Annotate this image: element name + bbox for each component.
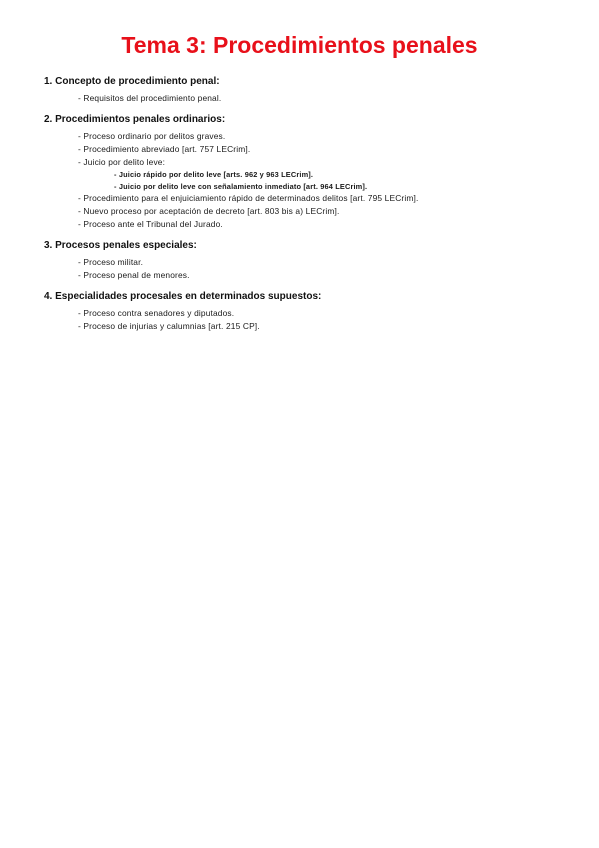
list-item: - Requisitos del procedimiento penal.: [78, 93, 222, 103]
list-item: - Proceso penal de menores.: [78, 270, 190, 280]
item-list: [44, 130, 574, 231]
list-item: - Procedimiento abreviado [art. 757 LECrim].: [78, 144, 251, 154]
section-heading: 4. Especialidades procesales en determinados supuestos:: [44, 291, 322, 302]
list-item: - Proceso ordinario por delitos graves.: [78, 131, 226, 141]
list-item: - Proceso de injurias y calumnias [art. 215 CP].: [78, 321, 260, 331]
item-list: [44, 92, 574, 105]
sub-item-list: [78, 169, 574, 192]
list-item: - Proceso ante el Tribunal del Jurado.: [78, 219, 223, 229]
list-item: - Procedimiento para el enjuiciamiento rápido de determinados delitos [art. 795 LECrim].: [78, 193, 419, 203]
list-item: - Nuevo proceso por aceptación de decreto [art. 803 bis a) LECrim].: [78, 206, 340, 216]
section-especiales: [44, 239, 574, 282]
section-concepto: [44, 75, 574, 105]
sub-list-item: - Juicio rápido por delito leve [arts. 962 y 963 LECrim].: [114, 170, 314, 179]
sub-list-item: - Juicio por delito leve con señalamiento inmediato [art. 964 LECrim].: [114, 181, 368, 191]
list-item: - Proceso contra senadores y diputados.: [78, 308, 235, 318]
section-heading: 3. Procesos penales especiales:: [44, 240, 197, 251]
page-title: Tema 3: Procedimientos penales: [121, 32, 478, 58]
item-list: [44, 256, 574, 282]
section-especialidades: [44, 290, 574, 333]
document-body: [44, 75, 574, 339]
section-heading: 1. Concepto de procedimiento penal:: [44, 76, 220, 87]
section-ordinarios: [44, 113, 574, 231]
list-item-juicio-leve: [78, 156, 574, 192]
item-list: [44, 307, 574, 333]
section-heading: 2. Procedimientos penales ordinarios:: [44, 114, 226, 125]
list-item-label: - Juicio por delito leve:: [78, 157, 166, 167]
list-item: - Proceso militar.: [78, 257, 144, 267]
